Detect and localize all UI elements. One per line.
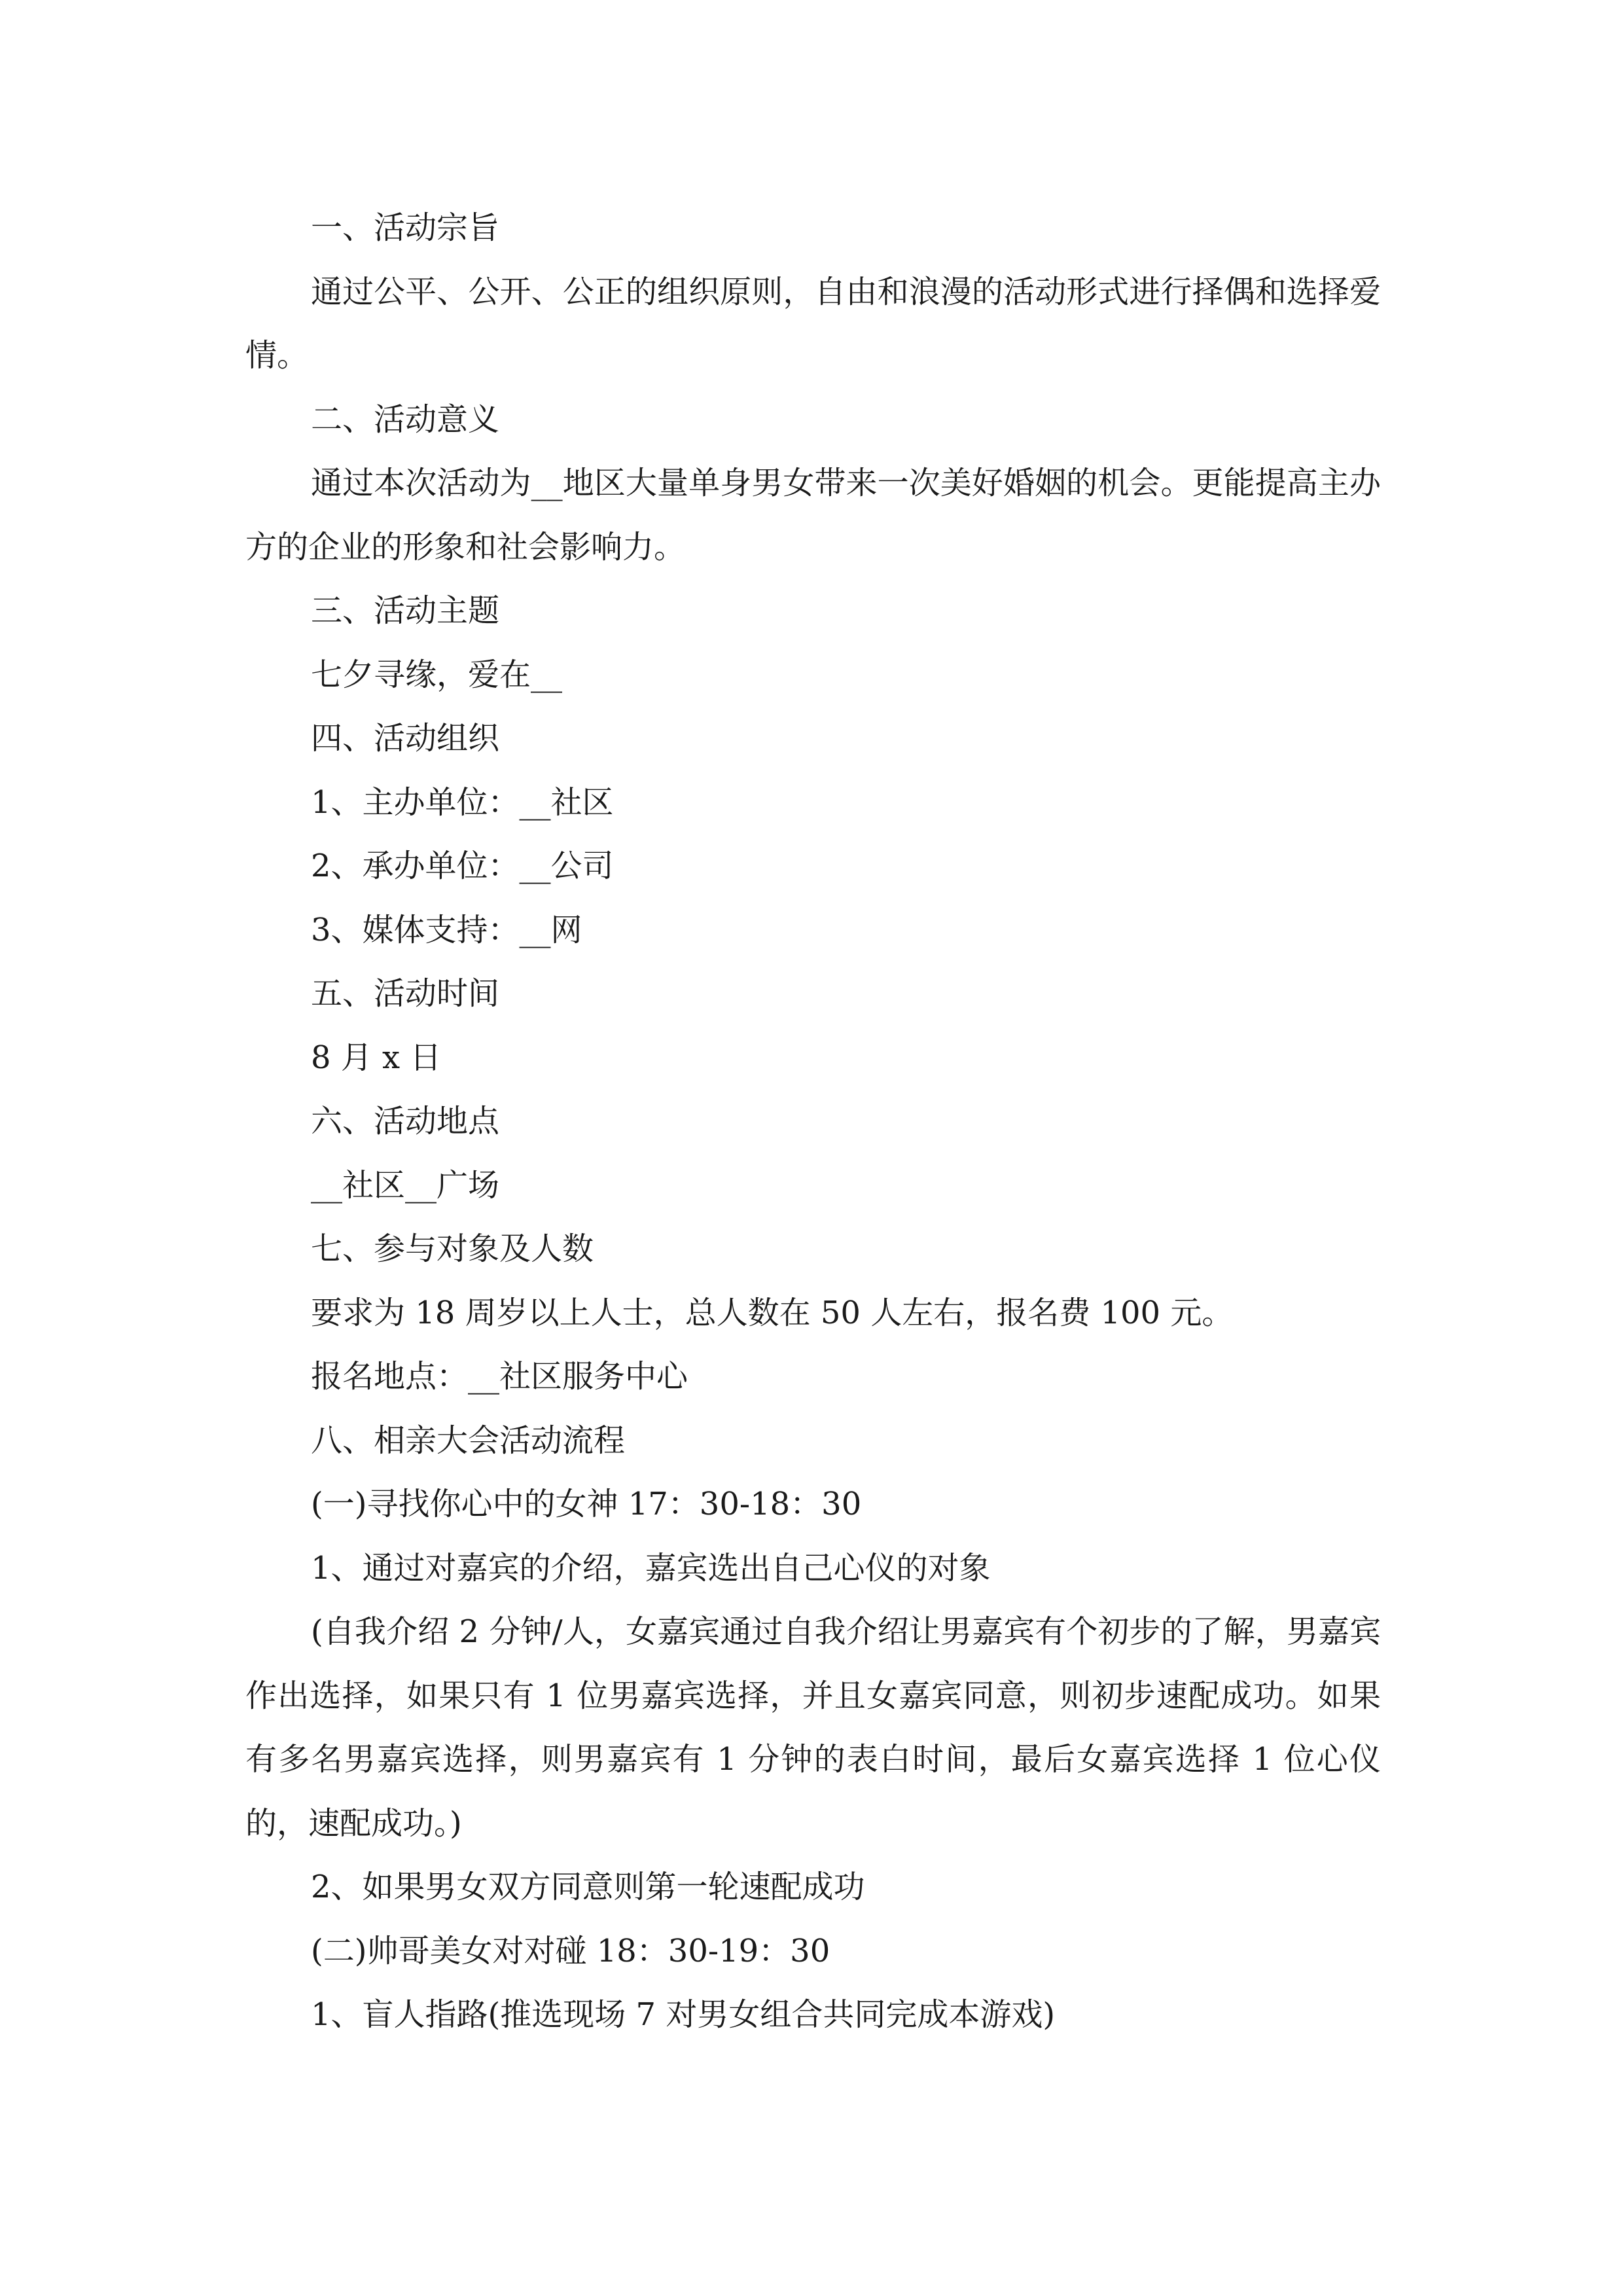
heading-participants: 七、参与对象及人数	[311, 1230, 594, 1267]
significance-text: 通过本次活动为__地区大量单身男女带来一次美好婚姻的机会。更能提高主办方的企业的形象和社会影响力。	[245, 465, 1381, 565]
purpose-text: 通过公平、公开、公正的组织原则，自由和浪漫的活动形式进行择偶和选择爱情。	[245, 273, 1381, 374]
process-step-one: 1、通过对嘉宾的介绍，嘉宾选出自己心仪的对象	[311, 1549, 991, 1587]
process-part-two-step-one: 1、盲人指路(推选现场 7 对男女组合共同完成本游戏)	[311, 1996, 1056, 2033]
process-step-two: 2、如果男女双方同意则第一轮速配成功	[311, 1869, 865, 1905]
time-text: 8 月 x 日	[311, 1039, 442, 1076]
media-support-item: 3、媒体支持：__网	[311, 911, 582, 948]
heading-theme: 三、活动主题	[311, 592, 500, 629]
heading-process: 八、相亲大会活动流程	[311, 1422, 626, 1459]
registration-location: 报名地点：__社区服务中心	[311, 1358, 688, 1395]
participants-text: 要求为 18 周岁以上人士，总人数在 50 人左右，报名费 100 元。	[311, 1294, 1234, 1331]
heading-purpose: 一、活动宗旨	[311, 209, 500, 246]
heading-organization: 四、活动组织	[311, 720, 500, 757]
process-part-two: (二)帅哥美女对对碰 18：30-19：30	[311, 1932, 830, 1969]
organizer-item: 1、主办单位：__社区	[311, 783, 614, 821]
theme-text: 七夕寻缘，爱在__	[311, 656, 563, 693]
process-part-one: (一)寻找你心中的女神 17：30-18：30	[311, 1486, 862, 1522]
heading-time: 五、活动时间	[311, 975, 500, 1012]
process-step-one-detail: (自我介绍 2 分钟/人，女嘉宾通过自我介绍让男嘉宾有个初步的了解，男嘉宾作出选择，如果只有 1 位男嘉宾选择，并且女嘉宾同意，则初步速配成功。如果有多名男嘉宾选择，则男嘉宾有 1 分钟的表白时间，最后女嘉宾选择 1 位心仪的，速配成功。)	[245, 1613, 1381, 1842]
heading-significance: 二、活动意义	[311, 401, 500, 438]
undertaker-item: 2、承办单位：__公司	[311, 848, 614, 884]
heading-location: 六、活动地点	[311, 1103, 500, 1139]
document-body	[245, 196, 1381, 2047]
location-text: __社区__广场	[311, 1166, 500, 1204]
